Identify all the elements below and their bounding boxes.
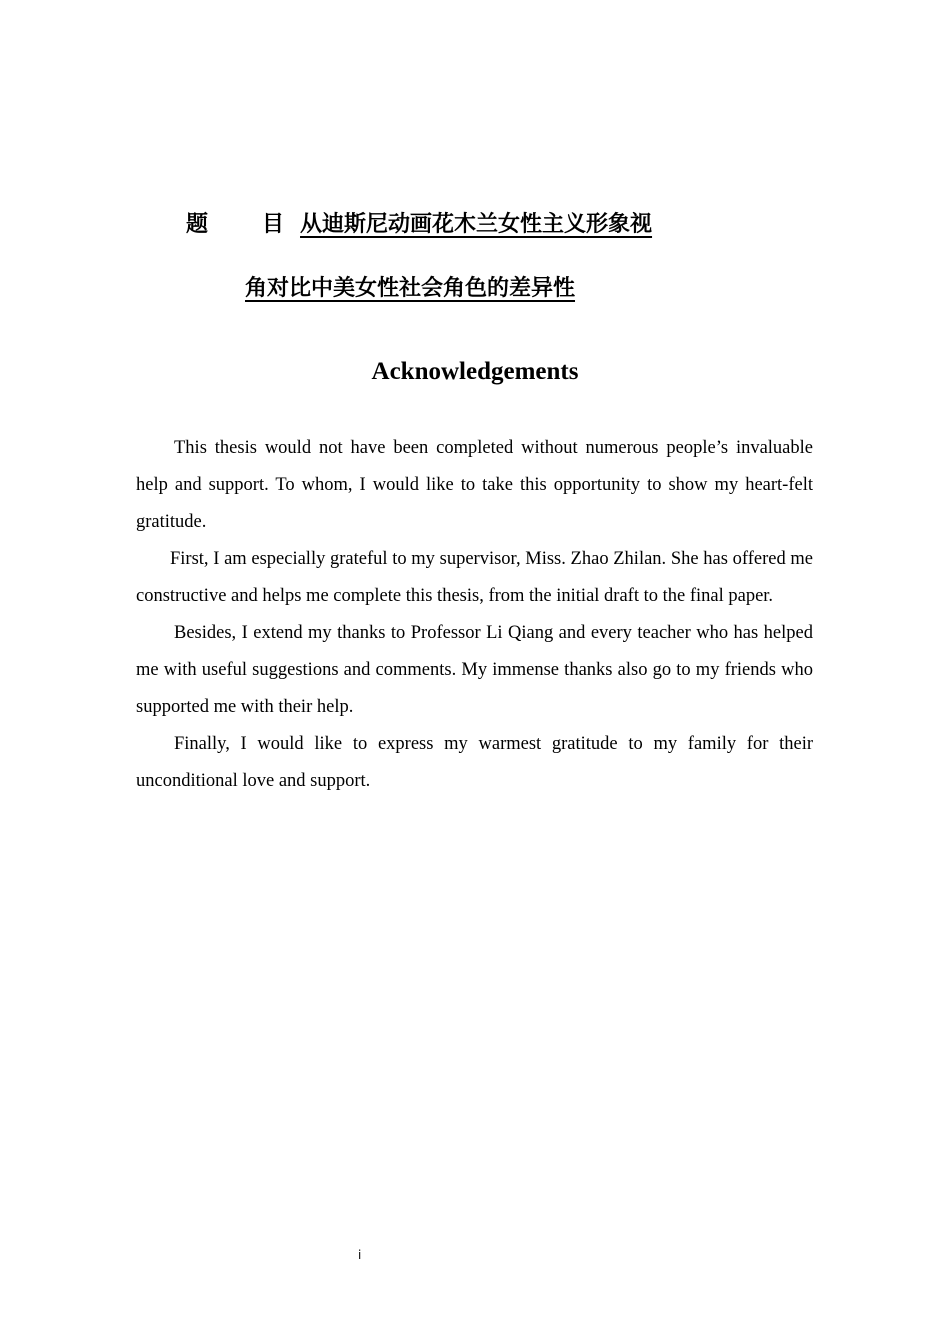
paragraph-2: First, I am especially grateful to my supervisor, Miss. Zhao Zhilan. She has offered me constructive and helps me complete this thesis, from the initial draft to the final paper. — [136, 549, 813, 606]
thesis-title-part-1: 从迪斯尼动画花木兰女性主义形象视 — [300, 212, 653, 237]
paragraph-1: This thesis would not have been completed without numerous people’s invaluable help and support. To whom, I would like to take this opportunity to show my heart-felt gratitude. — [136, 438, 813, 532]
title-label-first: 题 — [186, 212, 209, 237]
title-line-2 — [233, 275, 587, 303]
thesis-title-part-2: 角对比中美女性社会角色的差异性 — [245, 276, 576, 301]
title-line-1 — [186, 211, 664, 239]
paragraph-3: Besides, I extend my thanks to Professor Li Qiang and every teacher who has helped me with useful suggestions and comments. My immense thanks also go to my friends who supported me with their help. — [136, 623, 813, 717]
title-label-second: 目 — [262, 212, 285, 237]
paragraph-4: Finally, I would like to express my warmest gratitude to my family for their unconditional love and support. — [136, 734, 813, 791]
section-heading: Acknowledgements — [371, 358, 579, 385]
page-number: i — [358, 1248, 362, 1262]
acknowledgement-body — [136, 430, 813, 800]
